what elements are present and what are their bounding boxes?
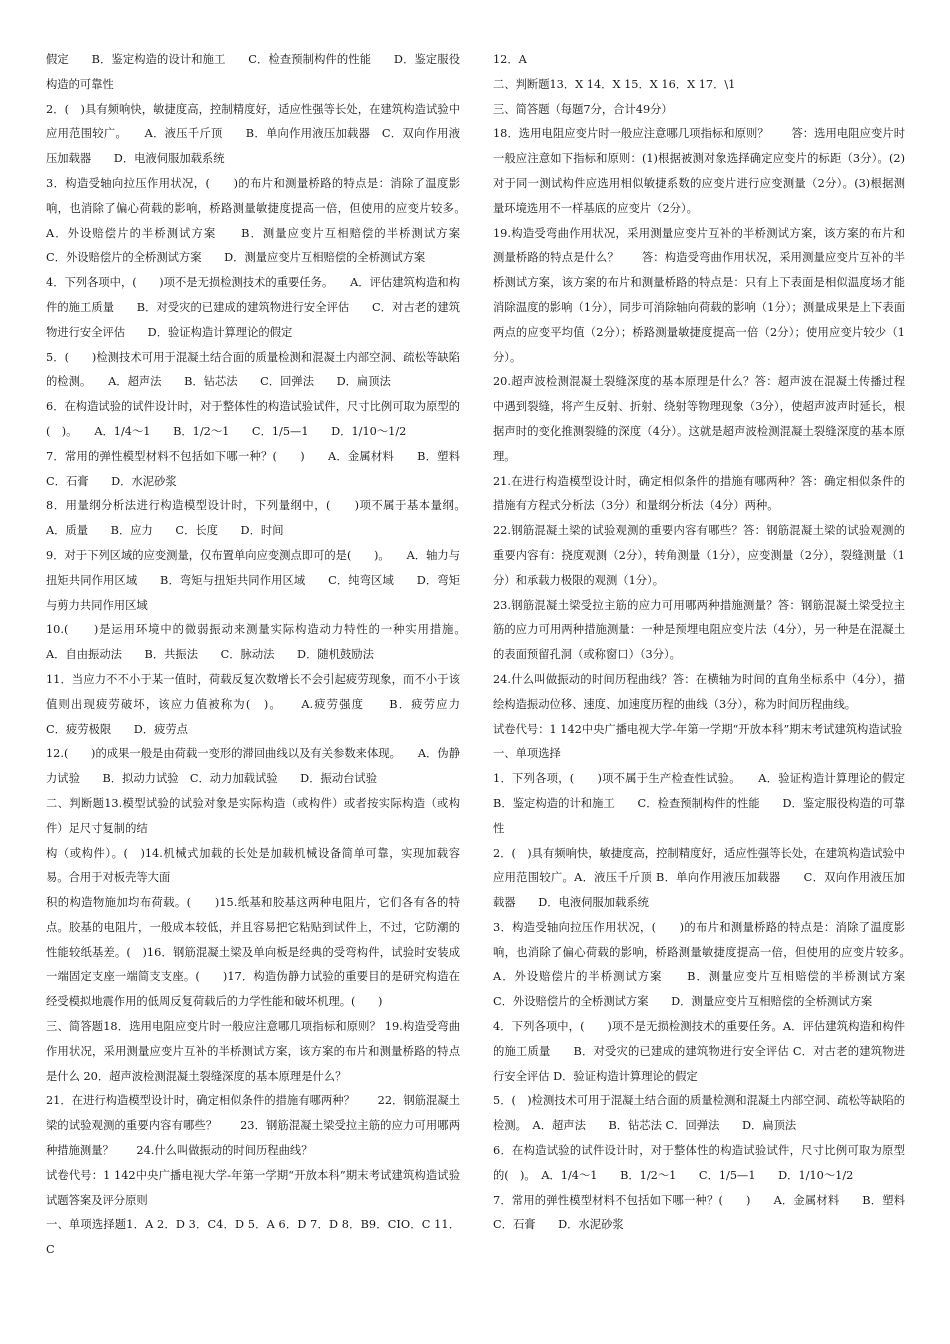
paragraph: 12．A — [493, 53, 527, 66]
paragraph: 4．下列各项中，( )项不是无损检测技术的重要任务。 A．评估建筑构造和构件的施工质量 B．对受灾的已建成的建筑物进行安全评估 C．对古老的建筑物进行安全评估 D．验证构造计算理论的假定 — [46, 276, 460, 339]
paragraph: 三、简答题18．选用电阻应变片时一般应注意哪几项指标和原则？ 19.构造受弯曲作用状况，采用测量应变片互补的半桥测试方案，该方案的布片和测量桥路的特点是什么 20．超声波检测混凝土裂缝深度的基本原理是什么？ — [46, 1020, 460, 1083]
paragraph: 18．选用电阻应变片时一般应注意哪几项指标和原则？ 答：选用电阻应变片时一般应注意如下指标和原则：(1)根据被测对象选择确定应变片的标距（3分）。(2)对于同一测试构件应选用相似敏捷系数的应变片进行应变测量（2分）。(3)根据测量环境选用不一样基底的应变片（2分）。 — [493, 127, 905, 215]
paragraph: 6．在构造试验的试件设计时，对于整体性的构造试验试件，尺寸比例可取为原型的( )。 A．1/4～1 B．1/2～1 C．1/5—1 D．1/10～1/2 — [493, 1144, 905, 1182]
paragraph: 1．下列各项，( )项不属于生产检查性试验。 A．验证构造计算理论的假定 B．鉴定构造的计和施工 C．检查预制构件的性能 D．鉴定服役构造的可靠性 — [493, 772, 928, 835]
paragraph: 2．( )具有频响快，敏捷度高，控制精度好，适应性强等长处，在建筑构造试验中应用范围较广。 A．液压千斤顶 B．单向作用液压加载器 C．双向作用液压加载器 D．电液伺服加载系统 — [46, 102, 460, 166]
paragraph: 5．( )检测技术可用于混凝土结合面的质量检测和混凝土内部空洞、疏松等缺陷的检测。 A．超声法 B．钻芯法 C．回弹法 D．扁顶法 — [46, 350, 460, 389]
paragraph: 积的构造物施加均布荷载。( )15.纸基和胶基这两种电阻片，它们各有各的特点。胶基的电阻片，一般成本较低，并且容易把它粘贴到试件上，不过，它防潮的性能较纸基差。( )16．钢筋混凝土梁及单向板是经典的受弯构件，试验时安装成一端固定支座一端简支支座。( )17．构造伪静力试验的重要目的是研究构造在经受模拟地震作用的低周反复荷载后的力学性能和破坏机理。( ) — [46, 896, 460, 1009]
paragraph: 19.构造受弯曲作用状况，采用测量应变片互补的半桥测试方案，该方案的布片和测量桥路的特点是什么？ 答：构造受弯曲作用状况，采用测量应变片互补的半桥测试方案，该方案的布片和测量桥路的特点是：只有上下表面是相似温度场才能消除温度的影响（1分），同步可消除轴向荷载的影响（1分）；测量成果是上下表面两点的应变平均值（2分）；桥路测量敏捷度提高一倍（2分）；使用应变片较少（1分）。 — [493, 226, 905, 364]
paragraph: 22.钢筋混凝土梁的试验观测的重要内容有哪些？答：钢筋混凝土梁的试验观测的重要内容有：挠度观测（2分），转角测量（1分），应变测量（2分），裂缝测量（1分）和承载力极限的观测（1分）。 — [493, 524, 905, 587]
paragraph: 20.超声波检测混凝土裂缝深度的基本原理是什么？答：超声波在混凝土传播过程中遇到裂缝，将产生反射、折射、绕射等物理现象（3分），使超声波声时延长，根据声时的变化推测裂缝的深度（4分）。这就是超声波检测混凝土裂缝深度的基本原理。 — [493, 375, 905, 463]
paragraph: 9．对于下列区域的应变测量，仅布置单向应变测点即可的是( )。 A．轴力与扭矩共同作用区域 B．弯矩与扭矩共同作用区域 C．纯弯区域 D．弯矩与剪力共同作用区域 — [46, 548, 460, 612]
paragraph: 21．在进行构造模型设计时，确定相似条件的措施有哪两种？ 22．钢筋混凝土梁的试验观测的重要内容有哪些？ 23．钢筋混凝土梁受拉主筋的应力可用哪两种措施测量？ 24.什么叫做振动的时间历程曲线？ — [46, 1094, 460, 1158]
right-column — [493, 48, 928, 1238]
paragraph: 7．常用的弹性模型材料不包括如下哪一种？( ) A．金属材料 B．塑料 C．石膏 D．水泥砂浆 — [46, 449, 483, 488]
paragraph: 二、判断题13.模型试验的试验对象是实际构造（或构件）或者按实际构造（或构件）足尺寸复制的结 — [46, 796, 460, 835]
paragraph: 11．当应力不不小于某一值时，荷载反复次数增长不会引起疲劳现象，而不小于该值则出现疲劳破坏，该应力值被称为( )。 A.疲劳强度 B．疲劳应力 C．疲劳极限 D．疲劳点 — [46, 672, 483, 736]
paragraph: 3．构造受轴向拉压作用状况，( )的布片和测量桥路的特点是：消除了温度影响，也消除了偏心荷载的影响，桥路测量敏捷度提高一倍，但使用的应变片较多。 A．外设赔偿片的半桥测试方案 B．测量应变片互相赔偿的半桥测试方案 C．外设赔偿片的全桥测试方案 D．测量应变片互相赔偿的全桥测试方案 — [46, 176, 483, 265]
paragraph: 5．( )检测技术可用于混凝土结合面的质量检测和混凝土内部空洞、疏松等缺陷的检测。 A．超声法 B．钻芯法 C．回弹法 D．扁顶法 — [493, 1094, 905, 1133]
left-column — [46, 48, 483, 1263]
paragraph: 4．下列各项中，( )项不是无损检测技术的重要任务。A．评估建筑构造和构件的施工质量 B．对受灾的已建成的建筑物进行安全评估 C．对古老的建筑物进行安全评估 D．验证构造计算理论的假定 — [493, 1020, 905, 1083]
paragraph: 6．在构造试验的试件设计时，对于整体性的构造试验试件，尺寸比例可取为原型的( )。 A．1/4～1 B．1/2～1 C．1/5—1 D．1/10～1/2 — [46, 400, 460, 438]
paragraph: 10.( )是运用环境中的微弱振动来测量实际构造动力特性的一种实用措施。 A．自由振动法 B．共振法 C．脉动法 D．随机鼓励法 — [46, 623, 483, 662]
paragraph: 3．构造受轴向拉压作用状况，( )的布片和测量桥路的特点是：消除了温度影响，也消除了偏心荷载的影响，桥路测量敏捷度提高一倍，但使用的应变片较多。 A．外设赔偿片的半桥测试方案 B．测量应变片互相赔偿的半桥测试方案 C．外设赔偿片的全桥测试方案 D．测量应变片互相赔偿的全桥测试方案 — [493, 920, 928, 1009]
paragraph: 21.在进行构造模型设计时，确定相似条件的措施有哪两种？答：确定相似条件的措施有方程式分析法（3分）和量纲分析法（4分）两种。 — [493, 474, 905, 513]
paragraph: 二、判断题13．X 14．X 15．X 16．X 17．\1 — [493, 77, 736, 91]
paragraph: 一、单项选择 — [493, 747, 561, 761]
paragraph: 12.( )的成果一般是由荷载一变形的滞回曲线以及有关参数来体现。 A．伪静力试验 B．拟动力试验 C．动力加载试验 D．振动台试验 — [46, 747, 460, 786]
paragraph: 23.钢筋混凝土梁受拉主筋的应力可用哪两种措施测量？答：钢筋混凝土梁受拉主筋的应力可用两种措施测量：一种是预埋电阻应变片法（4分），另一种是在混凝土的表面预留孔洞（或称窗口）（3分）。 — [493, 598, 905, 662]
paragraph: 一、单项选择题1．A 2．D 3．C4．D 5．A 6．D 7．D 8．B9．CIO．C 11．C — [46, 1218, 460, 1257]
paragraph: 2．( )具有频响快，敏捷度高，控制精度好，适应性强等长处，在建筑构造试验中应用范围较广。A．液压千斤顶 B．单向作用液压加载器 C．双向作用液压加载器 D．电液伺服加载系统 — [493, 846, 905, 910]
paragraph: 24.什么叫做振动的时间历程曲线？答：在横轴为时间的直角坐标系中（4分），描绘构造振动位移、速度、加速度历程的曲线（3分），称为时间历程曲线。 — [493, 672, 905, 711]
paragraph: 构（或构件）。( )14.机械式加载的长处是加载机械设备简单可靠，实现加载容易。合用于对板壳等大面 — [46, 846, 460, 885]
paragraph: 试卷代号：1 142中央广播电视大学-年第一学期“开放本科”期末考试建筑构造试验试题答案及评分原则 — [46, 1168, 460, 1207]
paragraph: 假定 B．鉴定构造的设计和施工 C．检查预制构件的性能 D．鉴定服役构造的可靠性 — [46, 53, 460, 91]
paragraph: 8．用量纲分析法进行构造模型设计时，下列量纲中，( )项不属于基本量纲。 A．质量 B．应力 C．长度 D．时间 — [46, 499, 483, 538]
paragraph: 7．常用的弹性模型材料不包括如下哪一种？( ) A．金属材料 B．塑料 C．石膏 D．水泥砂浆 — [493, 1193, 928, 1232]
paragraph: 三、简答题（每题7分，合计49分） — [493, 102, 673, 116]
paragraph: 试卷代号：1 142中央广播电视大学-年第一学期“开放本科”期末考试建筑构造试验 — [493, 722, 903, 736]
